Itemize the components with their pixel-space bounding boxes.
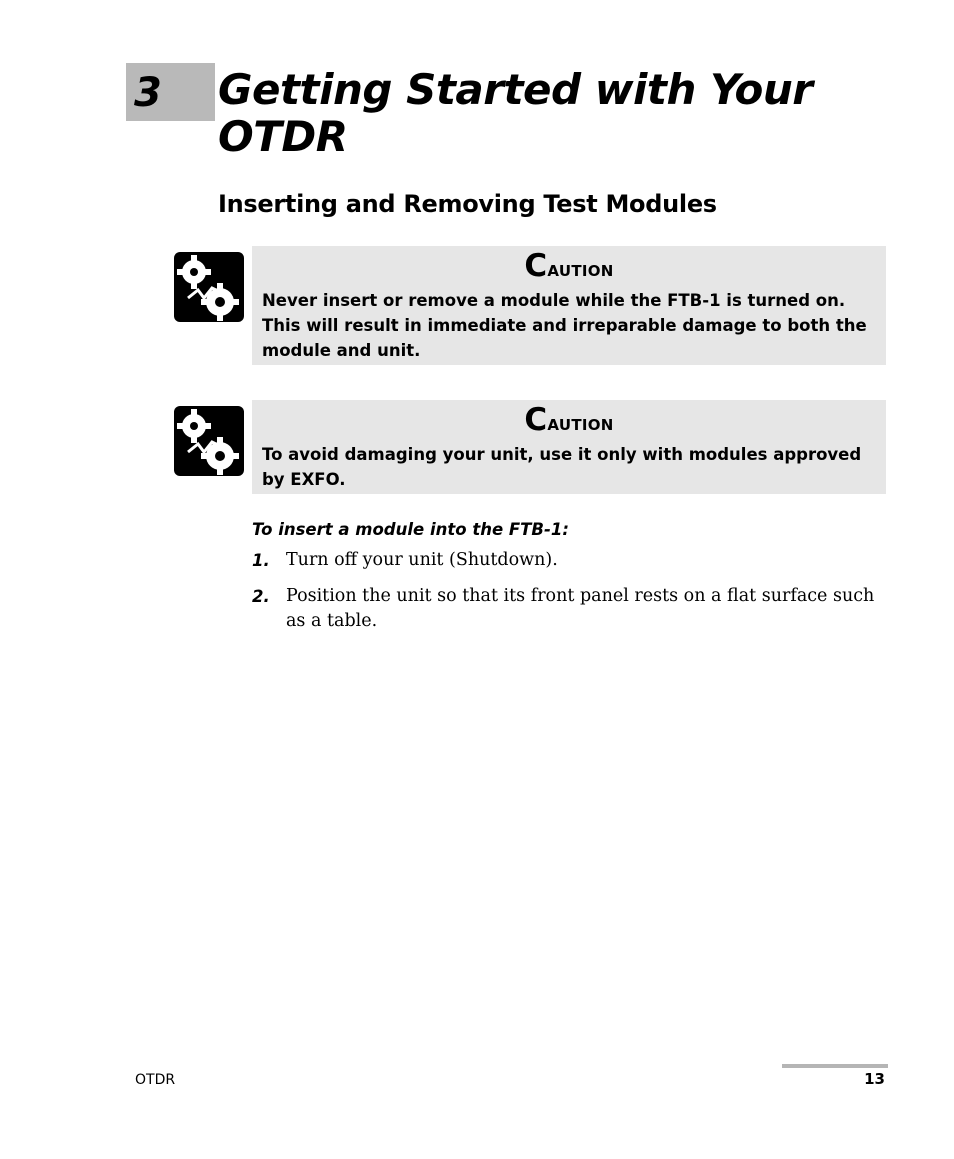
caution-text: Never insert or remove a module while the FTB-1 is turned on. This will result in immediate and irreparable damage to both the module and unit.: [262, 291, 867, 360]
step-text: Position the unit so that its front panel rests on a flat surface such as a table.: [286, 586, 875, 631]
caution-text: To avoid damaging your unit, use it only with modules approved by EXFO.: [262, 445, 862, 489]
footer-product-name: OTDR: [135, 1072, 176, 1088]
procedure-title: To insert a module into the FTB-1:: [252, 520, 569, 539]
caution-gear-icon: [174, 252, 244, 322]
caution-box: [252, 246, 886, 365]
chapter-number: 3: [134, 70, 162, 116]
caution-gear-icon: [174, 406, 244, 476]
chapter-title: Getting Started with Your OTDR: [218, 65, 813, 161]
page-number: 13: [864, 1070, 885, 1088]
caution-box: [252, 400, 886, 494]
list-item: [252, 548, 892, 573]
step-text: Turn off your unit (Shutdown).: [286, 550, 558, 570]
step-number: 2.: [252, 587, 270, 606]
caution-heading: Caution: [524, 248, 614, 284]
caution-heading: Caution: [524, 402, 614, 438]
section-title: Inserting and Removing Test Modules: [218, 190, 717, 218]
list-item: [252, 584, 892, 634]
step-number: 1.: [252, 551, 270, 570]
footer-rule: [782, 1064, 888, 1068]
